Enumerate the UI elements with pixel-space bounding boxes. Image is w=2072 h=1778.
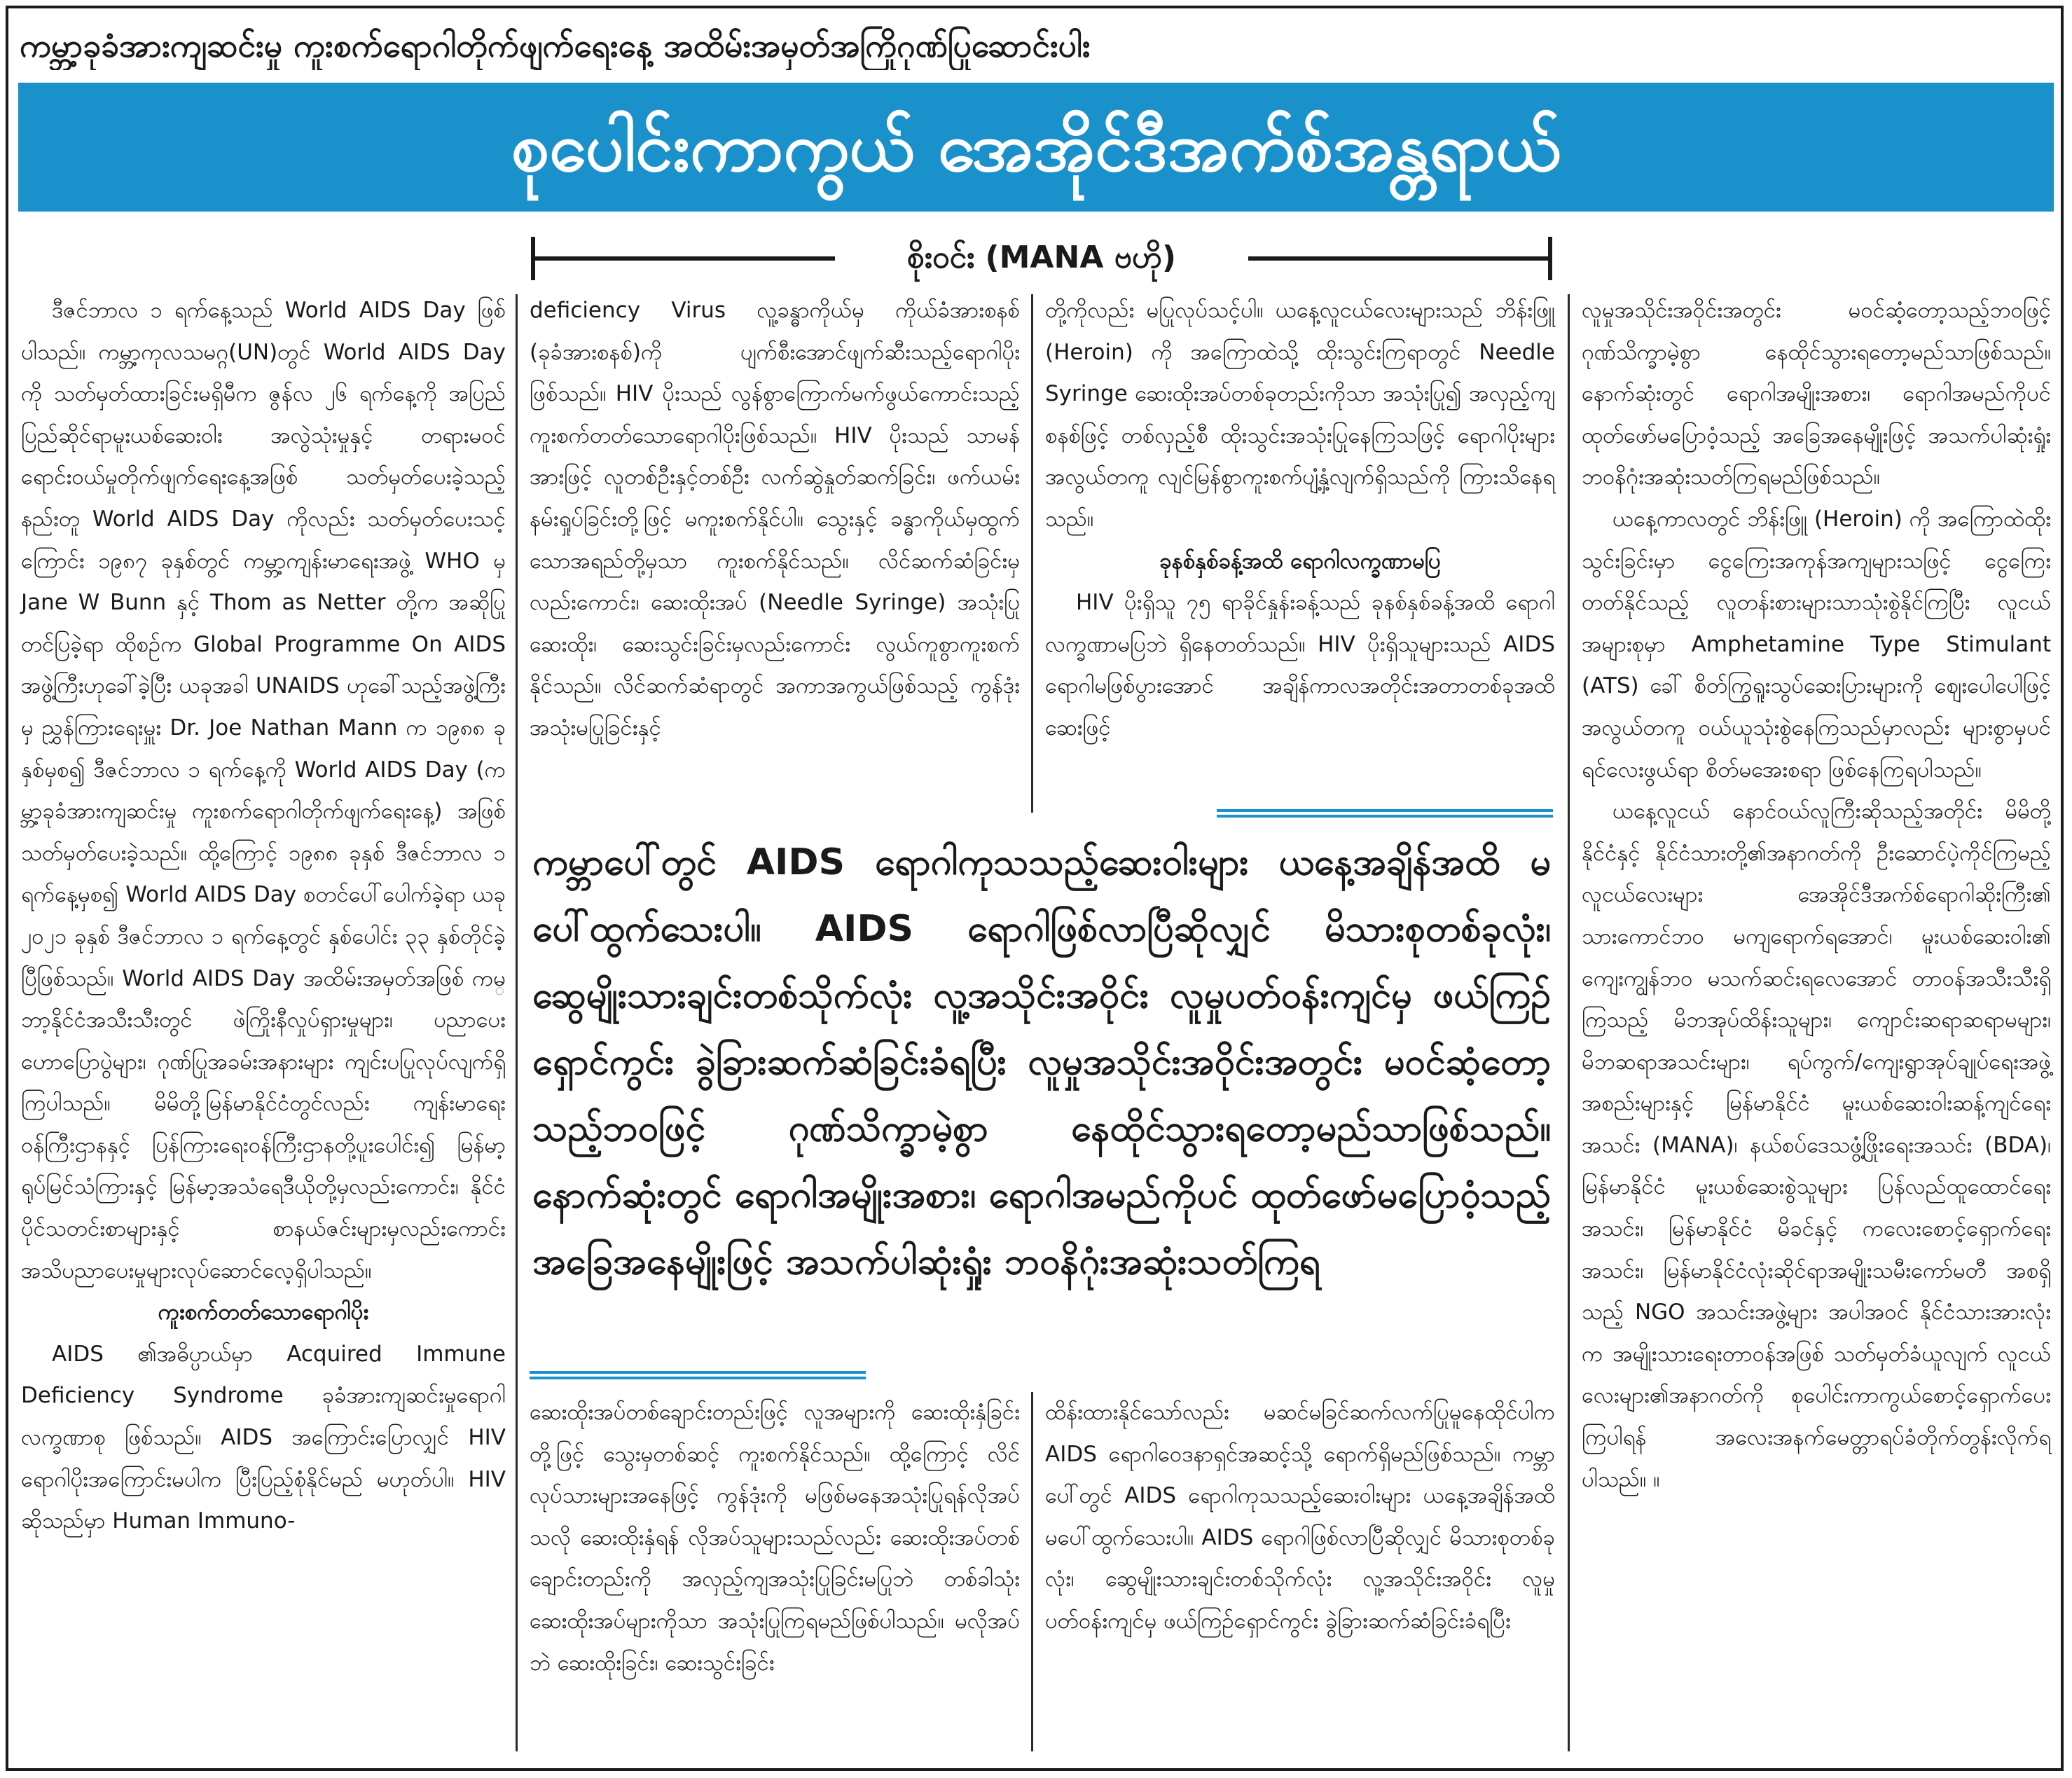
col1-subheading: ကူးစက်တတ်သောရောဂါပိုး [158, 1300, 369, 1325]
col3-bottom-paragraph: ထိန်းထားနိုင်သော်လည်း မဆင်မခြင်ဆက်လက်ပြုမူနေထိုင်ပါက AIDS ရောဂါဝေဒနာရှင်အဆင့်သို့ ရောက်ရှိမည်ဖြစ်သည်။ ကမ္ဘာပေါ်တွင် AIDS ရောဂါကုသသည့်ဆေးဝါးများ ယနေ့အချိန်အထိ မပေါ်ထွက်သေးပါ။ AIDS ရောဂါဖြစ်လာပြီဆိုလျှင် မိသားစုတစ်ခုလုံး၊ ဆွေမျိုးသားချင်းတစ်သိုက်လုံး လူ့အသိုင်းအဝိုင်း လူမှုပတ်ဝန်းကျင်မှ ဖယ်ကြဉ်ရှောင်ကွင်း ခွဲခြားဆက်ဆံခြင်းခံရပြီး [1045, 1400, 1555, 1634]
column-divider-2 [1031, 1392, 1033, 1751]
byline-cap-right [1548, 237, 1552, 280]
byline-rule-left [534, 256, 835, 261]
col3-top-paragraph-1: တို့ကိုလည်း မပြုလုပ်သင့်ပါ။ ယနေ့လူငယ်လေးများသည် ဘိန်းဖြူ (Heroin) ကို အကြောထဲသို့ ထိုးသွင်းကြရာတွင် Needle Syringe ဆေးထိုးအပ်တစ်ခုတည်းကိုသာ အသုံးပြု၍ အလှည့်ကျစနစ်ဖြင့် တစ်လှည့်စီ ထိုးသွင်းအသုံးပြုနေကြသဖြင့် ရောဂါပိုးများ အလွယ်တကူ လျင်မြန်စွာကူးစက်ပျံ့နှံ့လျက်ရှိသည်ကို ကြားသိနေရသည်။ [1045, 298, 1555, 532]
col2-top-paragraph: deficiency Virus လူ့ခန္ဓာကိုယ်မှ ကိုယ်ခံအားစနစ် (ခုခံအားစနစ်)ကို ပျက်စီးအောင်ဖျက်ဆီးသည့်ရောဂါပိုးဖြစ်သည်။ HIV ပိုးသည် လွန်စွာကြောက်မက်ဖွယ်ကောင်းသည့် ကူးစက်တတ်သောရောဂါပိုးဖြစ်သည်။ HIV ပိုးသည် သာမန်အားဖြင့် လူတစ်ဦးနှင့်တစ်ဦး လက်ဆွဲနှုတ်ဆက်ခြင်း၊ ဖက်ယမ်းနမ်းရှုပ်ခြင်းတို့ဖြင့် မကူးစက်နိုင်ပါ။ သွေးနှင့် ခန္ဓာကိုယ်မှထွက်သောအရည်တို့မှသာ ကူးစက်နိုင်သည်။ လိင်ဆက်ဆံခြင်းမှလည်းကောင်း၊ ဆေးထိုးအပ် (Needle Syringe) အသုံးပြုဆေးထိုး၊ ဆေးသွင်းခြင်းမှလည်းကောင်း လွယ်ကူစွာကူးစက်နိုင်သည်။ လိင်ဆက်ဆံရာတွင် အကာအကွယ်ဖြစ်သည့် ကွန်ဒုံးအသုံးမပြုခြင်းနှင့် [530, 298, 1020, 740]
column-2-top [523, 290, 1027, 801]
col3-top-paragraph-2: HIV ပိုးရှိသူ ၇၅ ရာခိုင်နှုန်းခန့်သည် ခုနစ်နှစ်ခန့်အထိ ရောဂါလက္ခဏာမပြဘဲ ရှိနေတတ်သည်။ HIV ပိုးရှိသူများသည် AIDS ရောဂါမဖြစ်ပွားအောင် အချိန်ကာလအတိုင်းအတာတစ်ခုအထိ ဆေးဖြင့် [1045, 590, 1555, 740]
byline-rule-right [1248, 256, 1549, 261]
column-1 [14, 290, 513, 1761]
byline [527, 231, 1556, 284]
col4-paragraph-3: ယနေ့လူငယ် နောင်ဝယ်လူကြီးဆိုသည့်အတိုင်း မိမိတို့နိုင်ငံနှင့် နိုင်ငံသားတို့၏အနာဂတ်ကို ဦးဆောင်ပဲ့ကိုင်ကြမည့် လူငယ်လေးများ အေအိုင်ဒီအက်စ်ရောဂါဆိုးကြီး၏ သားကောင်ဘဝ မကျရောက်ရအောင်၊ မူးယစ်ဆေးဝါး၏ ကျေးကျွန်ဘဝ မသက်ဆင်းရလေအောင် တာဝန်အသီးသီးရှိကြသည့် မိဘအုပ်ထိန်းသူများ၊ ကျောင်းဆရာဆရာမများ၊ မိဘဆရာအသင်းများ၊ ရပ်ကွက်/ကျေးရွာအုပ်ချုပ်ရေးအဖွဲ့အစည်းများနှင့် မြန်မာနိုင်ငံ မူးယစ်ဆေးဝါးဆန့်ကျင်ရေးအသင်း (MANA)၊ နယ်စပ်ဒေသဖွံ့ဖြိုးရေးအသင်း (BDA)၊ မြန်မာနိုင်ငံ မူးယစ်ဆေးစွဲသူများ ပြန်လည်ထူထောင်ရေးအသင်း၊ မြန်မာနိုင်ငံ မိခင်နှင့် ကလေးစောင့်ရှောက်ရေးအသင်း၊ မြန်မာနိုင်ငံလုံးဆိုင်ရာအမျိုးသမီးကော်မတီ အစရှိသည့် NGO အသင်းအဖွဲ့များ အပါအဝင် နိုင်ငံသားအားလုံးက အမျိုးသားရေးတာဝန်အဖြစ် သတ်မှတ်ခံယူလျက် လူငယ်လေးများ၏အနာဂတ်ကို စုပေါင်းကာကွယ်စောင့်ရှောက်ပေးကြပါရန် အလေးအနက်မေတ္တာရပ်ခံတိုက်တွန်းလိုက်ရပါသည်။ ။ [1582, 799, 2051, 1492]
column-3-bottom [1038, 1392, 1562, 1763]
col4-paragraph-1: လူမှုအသိုင်းအဝိုင်းအတွင်း မဝင်ဆံ့တော့သည့်ဘဝဖြင့် ဂုဏ်သိက္ခာမဲ့စွာ နေထိုင်သွားရတော့မည်သာဖြစ်သည်။ နောက်ဆုံးတွင် ရောဂါအမျိုးအစား၊ ရောဂါအမည်ကိုပင် ထုတ်ဖော်မပြောဝံ့သည့် အခြေအနေမျိုးဖြင့် အသက်ပါဆုံးရှုံး ဘဝနိဂုံးအဆုံးသတ်ကြရမည်ဖြစ်သည်။ [1582, 298, 2051, 490]
headline: စုပေါင်းကာကွယ် အေအိုင်ဒီအက်စ်အန္တရာယ် [511, 108, 1561, 186]
headline-banner [18, 83, 2054, 212]
pullquote-rule-bottom [530, 1371, 866, 1379]
pullquote-rule-top [1217, 809, 1553, 818]
column-divider-1 [516, 294, 518, 1751]
col4-paragraph-2: ယနေ့ကာလတွင် ဘိန်းဖြူ (Heroin) ကို အကြောထဲထိုးသွင်းခြင်းမှာ ငွေကြေးအကုန်အကျများသဖြင့် ငွေကြေးတတ်နိုင်သည့် လူတန်းစားများသာသုံးစွဲနိုင်ကြပြီး လူငယ်အများစုမှာ Amphetamine Type Stimulant (ATS) ခေါ် စိတ်ကြွရူးသွပ်ဆေးပြားများကို ဈေးပေါပေါဖြင့် အလွယ်တကူ ဝယ်ယူသုံးစွဲနေကြသည်မှာလည်း များစွာမှပင် ရင်လေးဖွယ်ရာ စိတ်မအေးစရာ ဖြစ်နေကြရပါသည်။ [1582, 506, 2051, 783]
kicker-line: ကမ္ဘာ့ခုခံအားကျဆင်းမှု ကူးစက်ရောဂါတိုက်ဖျက်ရေးနေ့ အထိမ်းအမှတ်အကြိုဂုဏ်ပြုဆောင်းပါး [20, 27, 1091, 64]
article-page [6, 6, 2064, 1771]
col2-bottom-paragraph: ဆေးထိုးအပ်တစ်ချောင်းတည်းဖြင့် လူအများကို ဆေးထိုးနှံခြင်းတို့ဖြင့် သွေးမှတစ်ဆင့် ကူးစက်နိုင်သည်။ ထို့ကြောင့် လိင်လုပ်သားများအနေဖြင့် ကွန်ဒုံးကို မဖြစ်မနေအသုံးပြုရန်လိုအပ်သလို ဆေးထိုးနှံရန် လိုအပ်သူများသည်လည်း ဆေးထိုးအပ်တစ်ချောင်းတည်းကို အလှည့်ကျအသုံးပြုခြင်းမပြုဘဲ တစ်ခါသုံးဆေးထိုးအပ်များကိုသာ အသုံးပြုကြရမည်ဖြစ်ပါသည်။ မလိုအပ်ဘဲ ဆေးထိုးခြင်း၊ ဆေးသွင်းခြင်း [530, 1400, 1020, 1676]
column-divider-3 [1568, 294, 1570, 1751]
col1-paragraph-1: ဒီဇင်ဘာလ ၁ ရက်နေ့သည် World AIDS Day ဖြစ်ပါသည်။ ကမ္ဘာ့ကုလသမဂ္ဂ(UN)တွင် World AIDS Day ကို သတ်မှတ်ထားခြင်းမရှိမီက ဇွန်လ ၂၆ ရက်နေ့ကို အပြည်ပြည်ဆိုင်ရာမူးယစ်ဆေးဝါး အလွဲသုံးမှုနှင့် တရားမဝင်ရောင်းဝယ်မှုတိုက်ဖျက်ရေးနေ့အဖြစ် သတ်မှတ်ပေးခဲ့သည့်နည်းတူ World AIDS Day ကိုလည်း သတ်မှတ်ပေးသင့်ကြောင်း ၁၉၈၇ ခုနှစ်တွင် ကမ္ဘာ့ကျန်းမာရေးအဖွဲ့ WHO မှ Jane W Bunn နှင့် Thom as Netter တို့က အဆိုပြုတင်ပြခဲ့ရာ ထိုစဉ်က Global Programme On AIDS အဖွဲ့ကြီးဟုခေါ်ခဲ့ပြီး ယခုအခါ UNAIDS ဟုခေါ်သည့်အဖွဲ့ကြီးမှ ညွှန်ကြားရေးမှူး Dr. Joe Nathan Mann က ၁၉၈၈ ခုနှစ်မှစ၍ ဒီဇင်ဘာလ ၁ ရက်နေ့ကို World AIDS Day (ကမ္ဘာ့ခုခံအားကျဆင်းမှု ကူးစက်ရောဂါတိုက်ဖျက်ရေးနေ့) အဖြစ် သတ်မှတ်ပေးခဲ့သည်။ ထို့ကြောင့် ၁၉၈၈ ခုနှစ် ဒီဇင်ဘာလ ၁ ရက်နေ့မှစ၍ World AIDS Day စတင်ပေါ်ပေါက်ခဲ့ရာ ယခု ၂၀၂၁ ခုနှစ် ဒီဇင်ဘာလ ၁ ရက်နေ့တွင် နှစ်ပေါင်း ၃၃ နှစ်တိုင်ခဲ့ပြီဖြစ်သည်။ World AIDS Day အထိမ်းအမှတ်အဖြစ် ကမ္ဘာ့နိုင်ငံအသီးသီးတွင် ဖဲကြိုးနီလှုပ်ရှားမှုများ၊ ပညာပေးဟောပြောပွဲများ၊ ဂုဏ်ပြုအခမ်းအနားများ ကျင်းပပြုလုပ်လျက်ရှိကြပါသည်။ မိမိတို့မြန်မာနိုင်ငံတွင်လည်း ကျန်းမာရေးဝန်ကြီးဌာနနှင့် ပြန်ကြားရေးဝန်ကြီးဌာနတို့ပူးပေါင်း၍ မြန်မာ့ရုပ်မြင်သံကြားနှင့် မြန်မာ့အသံရေဒီယိုတို့မှလည်းကောင်း၊ နိုင်ငံပိုင်သတင်းစာများနှင့် စာနယ်ဇင်းများမှလည်းကောင်း အသိပညာပေးမှုများလုပ်ဆောင်လေ့ရှိပါသည်။ [21, 298, 506, 1283]
pull-quote: ကမ္ဘာပေါ်တွင် AIDS ရောဂါကုသသည့်ဆေးဝါးများ ယနေ့အချိန်အထိ မပေါ်ထွက်သေးပါ။ AIDS ရောဂါဖြစ်လာပြီဆိုလျှင် မိသားစုတစ်ခုလုံး၊ ဆွေမျိုးသားချင်းတစ်သိုက်လုံး လူ့အသိုင်းအဝိုင်း လူမှုပတ်ဝန်းကျင်မှ ဖယ်ကြဉ်ရှောင်ကွင်း ခွဲခြားဆက်ဆံခြင်းခံရပြီး လူမှုအသိုင်းအဝိုင်းအတွင်း မဝင်ဆံ့တော့သည့်ဘဝဖြင့် ဂုဏ်သိက္ခာမဲ့စွာ နေထိုင်သွားရတော့မည်သာဖြစ်သည်။ နောက်ဆုံးတွင် ရောဂါအမျိုးအစား၊ ရောဂါအမည်ကိုပင် ထုတ်ဖော်မပြောဝံ့သည့်အခြေအနေမျိုးဖြင့် အသက်ပါဆုံးရှုံး ဘဝနိဂုံးအဆုံးသတ်ကြရ [532, 841, 1551, 1283]
byline-author: စိုးဝင်း (MANA ဗဟို) [907, 240, 1176, 275]
col1-paragraph-2: AIDS ၏အဓိပ္ပာယ်မှာ Acquired Immune Deficiency Syndrome ခုခံအားကျဆင်းမှုရောဂါ လက္ခဏာစု ဖြစ်သည်။ AIDS အကြောင်းပြောလျှင် HIV ရောဂါပိုးအကြောင်းမပါက ပြီးပြည့်စုံနိုင်မည် မဟုတ်ပါ။ HIV ဆိုသည်မှာ Human Immuno- [21, 1341, 506, 1534]
column-divider-2-top [1031, 294, 1033, 813]
column-4 [1575, 290, 2058, 1761]
column-3-top [1038, 290, 1562, 801]
col3-subheading: ခုနစ်နှစ်ခန့်အထိ ရောဂါလက္ခဏာမပြ [1159, 548, 1441, 574]
column-2-bottom [523, 1392, 1027, 1763]
